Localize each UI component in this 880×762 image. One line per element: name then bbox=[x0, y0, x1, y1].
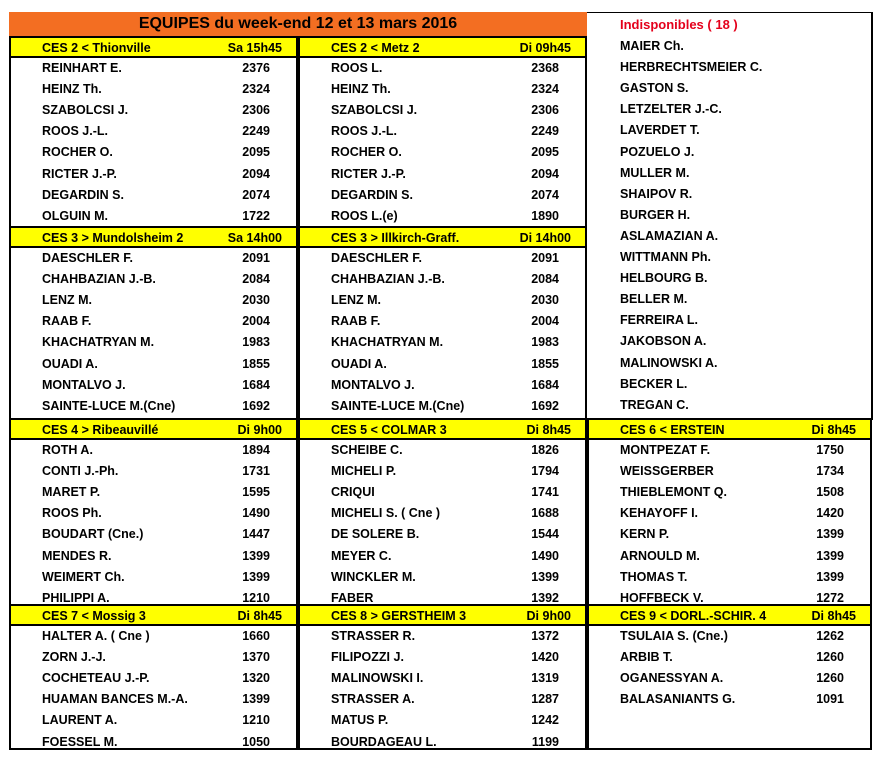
player-rating: 1688 bbox=[531, 506, 559, 521]
right-border bbox=[871, 12, 873, 420]
match-time: Di 8h45 bbox=[811, 609, 856, 623]
player-name: ROOS Ph. bbox=[42, 506, 102, 521]
team-header bbox=[11, 606, 296, 626]
player-name: OLGUIN M. bbox=[42, 208, 108, 223]
player-rating: 2306 bbox=[531, 103, 559, 118]
player-rating: 1741 bbox=[531, 485, 559, 500]
match-time: Di 9h00 bbox=[237, 423, 282, 437]
player-rating: 1260 bbox=[816, 671, 844, 686]
player-rating: 1287 bbox=[531, 692, 559, 707]
player-row bbox=[589, 689, 870, 710]
player-rating: 2094 bbox=[242, 166, 270, 181]
player-row bbox=[300, 396, 585, 417]
player-name: ARNOULD M. bbox=[620, 548, 700, 563]
player-name: ROCHER O. bbox=[42, 145, 113, 160]
player-name: COCHETEAU J.-P. bbox=[42, 671, 150, 686]
player-name: OUADI A. bbox=[42, 356, 98, 371]
team-block bbox=[587, 604, 872, 750]
player-row bbox=[11, 440, 296, 461]
player-row bbox=[300, 710, 585, 731]
player-row bbox=[300, 142, 585, 163]
player-row bbox=[300, 647, 585, 668]
player-rating: 1320 bbox=[242, 671, 270, 686]
player-rating: 1260 bbox=[816, 650, 844, 665]
team-header bbox=[11, 38, 296, 58]
player-rating: 1210 bbox=[242, 713, 270, 728]
player-row bbox=[11, 185, 296, 206]
player-rating: 2368 bbox=[531, 61, 559, 75]
player-row bbox=[11, 732, 296, 753]
unavailable-player: TREGAN C. bbox=[620, 397, 689, 412]
player-rating: 2030 bbox=[242, 293, 270, 308]
player-row bbox=[300, 354, 585, 375]
player-row bbox=[300, 269, 585, 290]
match-time: Di 8h45 bbox=[237, 609, 282, 623]
player-row bbox=[11, 668, 296, 689]
player-row bbox=[11, 100, 296, 121]
player-name: MENDES R. bbox=[42, 548, 112, 563]
player-name: WINCKLER M. bbox=[331, 569, 416, 584]
player-rating: 1894 bbox=[242, 443, 270, 457]
player-name: STRASSER A. bbox=[331, 692, 415, 707]
team-header bbox=[589, 606, 870, 626]
player-rating: 1722 bbox=[242, 208, 270, 223]
player-rating: 1399 bbox=[816, 548, 844, 563]
player-name: THIEBLEMONT Q. bbox=[620, 485, 727, 500]
player-rating: 1692 bbox=[531, 398, 559, 413]
player-rating: 2084 bbox=[531, 272, 559, 287]
player-row bbox=[300, 689, 585, 710]
player-name: FABER bbox=[331, 590, 374, 605]
team-block bbox=[9, 36, 298, 228]
team-header bbox=[589, 420, 870, 440]
player-row bbox=[11, 58, 296, 79]
team-name: CES 6 < ERSTEIN bbox=[620, 423, 725, 437]
player-rating: 2376 bbox=[242, 61, 270, 75]
player-rating: 1199 bbox=[531, 734, 559, 749]
team-name: CES 2 < Metz 2 bbox=[331, 41, 420, 55]
player-row bbox=[11, 396, 296, 417]
player-name: THOMAS T. bbox=[620, 569, 688, 584]
player-row bbox=[589, 567, 870, 588]
player-name: ROCHER O. bbox=[331, 145, 402, 160]
match-time: Di 8h45 bbox=[811, 423, 856, 437]
unavailable-player: SHAIPOV R. bbox=[620, 186, 693, 201]
player-rating: 1660 bbox=[242, 629, 270, 643]
player-rating: 1242 bbox=[531, 713, 559, 728]
player-row bbox=[589, 524, 870, 545]
player-row bbox=[300, 461, 585, 482]
player-row bbox=[300, 668, 585, 689]
unavailable-player: BECKER L. bbox=[620, 376, 688, 391]
unavailable-player: LETZELTER J.-C. bbox=[620, 102, 722, 117]
team-name: CES 5 < COLMAR 3 bbox=[331, 423, 447, 437]
unavailable-player: MAIER Ch. bbox=[620, 39, 684, 53]
unavailable-player: BELLER M. bbox=[620, 292, 688, 307]
player-name: ZORN J.-J. bbox=[42, 650, 106, 665]
player-name: LENZ M. bbox=[331, 293, 381, 308]
player-row bbox=[300, 626, 585, 647]
player-name: FOESSEL M. bbox=[42, 734, 118, 749]
player-name: HEINZ Th. bbox=[331, 82, 391, 97]
player-rating: 1855 bbox=[242, 356, 270, 371]
player-name: HUAMAN BANCES M.-A. bbox=[42, 692, 188, 707]
unavailable-player: GASTON S. bbox=[620, 81, 689, 96]
player-row bbox=[300, 482, 585, 503]
match-time: Sa 15h45 bbox=[227, 41, 282, 55]
player-name: MEYER C. bbox=[331, 548, 392, 563]
player-rating: 1420 bbox=[816, 506, 844, 521]
player-rating: 1399 bbox=[242, 548, 270, 563]
player-row bbox=[300, 546, 585, 567]
player-row bbox=[589, 482, 870, 503]
player-rating: 2094 bbox=[531, 166, 559, 181]
player-row bbox=[11, 524, 296, 545]
player-name: DEGARDIN S. bbox=[331, 187, 413, 202]
player-name: OGANESSYAN A. bbox=[620, 671, 724, 686]
player-rating: 1372 bbox=[531, 629, 559, 643]
player-row bbox=[11, 482, 296, 503]
unavailable-player: HERBRECHTSMEIER C. bbox=[620, 60, 763, 75]
player-row bbox=[589, 461, 870, 482]
player-name: MARET P. bbox=[42, 485, 101, 500]
player-rating: 2095 bbox=[242, 145, 270, 160]
unavailable-title: Indisponibles ( 18 ) bbox=[620, 17, 738, 32]
player-rating: 1447 bbox=[242, 527, 270, 542]
match-time: Sa 14h00 bbox=[227, 231, 282, 245]
match-time: Di 8h45 bbox=[526, 423, 571, 437]
player-rating: 1983 bbox=[531, 335, 559, 350]
player-row bbox=[589, 440, 870, 461]
player-row bbox=[11, 121, 296, 142]
player-name: MONTALVO J. bbox=[331, 377, 415, 392]
player-name: KHACHATRYAN M. bbox=[331, 335, 444, 350]
player-name: SAINTE-LUCE M.(Cne) bbox=[42, 398, 176, 413]
team-name: CES 8 > GERSTHEIM 3 bbox=[331, 609, 467, 623]
player-name: RICTER J.-P. bbox=[331, 166, 406, 181]
player-rating: 1684 bbox=[242, 377, 270, 392]
player-name: FILIPOZZI J. bbox=[331, 650, 404, 665]
player-name: LAURENT A. bbox=[42, 713, 118, 728]
player-name: CHAHBAZIAN J.-B. bbox=[331, 272, 445, 287]
player-name: LENZ M. bbox=[42, 293, 92, 308]
team-block bbox=[9, 226, 298, 420]
player-name: KHACHATRYAN M. bbox=[42, 335, 155, 350]
team-name: CES 7 < Mossig 3 bbox=[42, 609, 146, 623]
team-header bbox=[300, 420, 585, 440]
player-row bbox=[11, 710, 296, 731]
player-row bbox=[300, 332, 585, 353]
player-name: WEIMERT Ch. bbox=[42, 569, 125, 584]
player-rating: 1420 bbox=[531, 650, 559, 665]
player-name: ROTH A. bbox=[42, 443, 93, 457]
player-row bbox=[589, 647, 870, 668]
player-row bbox=[300, 121, 585, 142]
unavailable-player: WITTMANN Ph. bbox=[620, 250, 711, 264]
player-row bbox=[11, 503, 296, 524]
player-row bbox=[300, 100, 585, 121]
player-name: MATUS P. bbox=[331, 713, 389, 728]
player-name: CHAHBAZIAN J.-B. bbox=[42, 272, 156, 287]
player-name: SAINTE-LUCE M.(Cne) bbox=[331, 398, 465, 413]
match-time: Di 14h00 bbox=[519, 231, 571, 245]
player-rating: 1508 bbox=[816, 485, 844, 500]
team-block bbox=[298, 226, 587, 420]
player-rating: 2091 bbox=[242, 251, 270, 265]
player-rating: 2074 bbox=[242, 187, 270, 202]
player-name: SZABOLCSI J. bbox=[331, 103, 418, 118]
unavailable-player: MALINOWSKI A. bbox=[620, 355, 718, 370]
player-row bbox=[300, 185, 585, 206]
player-row bbox=[11, 164, 296, 185]
unavailable-player: FERREIRA L. bbox=[620, 313, 699, 328]
unavailable-player: JAKOBSON A. bbox=[620, 334, 707, 349]
player-row bbox=[11, 142, 296, 163]
player-row bbox=[589, 503, 870, 524]
player-name: OUADI A. bbox=[331, 356, 387, 371]
player-row bbox=[11, 290, 296, 311]
team-header bbox=[11, 420, 296, 440]
player-row bbox=[300, 375, 585, 396]
player-row bbox=[11, 689, 296, 710]
player-rating: 1855 bbox=[531, 356, 559, 371]
player-name: ROOS J.-L. bbox=[42, 124, 108, 139]
player-rating: 2091 bbox=[531, 251, 559, 265]
player-row bbox=[11, 647, 296, 668]
player-name: MICHELI P. bbox=[331, 464, 397, 479]
player-rating: 1392 bbox=[531, 590, 559, 605]
player-row bbox=[11, 626, 296, 647]
player-row bbox=[11, 375, 296, 396]
player-rating: 1595 bbox=[242, 485, 270, 500]
player-rating: 1272 bbox=[816, 590, 844, 605]
player-row bbox=[300, 311, 585, 332]
player-name: RICTER J.-P. bbox=[42, 166, 117, 181]
player-name: PHILIPPI A. bbox=[42, 590, 110, 605]
player-row bbox=[589, 546, 870, 567]
player-rating: 1734 bbox=[816, 464, 844, 479]
player-rating: 1399 bbox=[816, 527, 844, 542]
team-block bbox=[587, 418, 872, 606]
page-title: EQUIPES du week-end 12 et 13 mars 2016 bbox=[9, 12, 587, 36]
player-name: SZABOLCSI J. bbox=[42, 103, 129, 118]
player-name: HEINZ Th. bbox=[42, 82, 102, 97]
team-block bbox=[298, 418, 587, 606]
player-row bbox=[300, 58, 585, 79]
player-name: HOFFBECK V. bbox=[620, 590, 704, 605]
player-rating: 1684 bbox=[531, 377, 559, 392]
unavailable-player: LAVERDET T. bbox=[620, 123, 700, 138]
player-rating: 2074 bbox=[531, 187, 559, 202]
match-time: Di 09h45 bbox=[519, 41, 571, 55]
team-block bbox=[9, 604, 298, 750]
team-header bbox=[300, 38, 585, 58]
player-name: DAESCHLER F. bbox=[42, 251, 133, 265]
player-rating: 1692 bbox=[242, 398, 270, 413]
player-name: ARBIB T. bbox=[620, 650, 673, 665]
player-rating: 1319 bbox=[531, 671, 559, 686]
player-name: DAESCHLER F. bbox=[331, 251, 422, 265]
player-row bbox=[11, 354, 296, 375]
player-row bbox=[11, 79, 296, 100]
team-header bbox=[300, 228, 585, 248]
player-rating: 2030 bbox=[531, 293, 559, 308]
player-rating: 1399 bbox=[242, 569, 270, 584]
unavailable-player: ASLAMAZIAN A. bbox=[620, 228, 719, 243]
player-name: ROOS L. bbox=[331, 61, 383, 75]
team-name: CES 4 > Ribeauvillé bbox=[42, 423, 159, 437]
player-rating: 1399 bbox=[531, 569, 559, 584]
player-name: RAAB F. bbox=[331, 314, 381, 329]
player-name: WEISSGERBER bbox=[620, 464, 714, 479]
player-name: ROOS J.-L. bbox=[331, 124, 397, 139]
team-name: CES 9 < DORL.-SCHIR. 4 bbox=[620, 609, 767, 623]
player-row bbox=[300, 732, 585, 753]
player-name: TSULAIA S. (Cne.) bbox=[620, 629, 728, 643]
player-row bbox=[589, 668, 870, 689]
player-name: MONTPEZAT F. bbox=[620, 443, 711, 457]
player-row bbox=[11, 248, 296, 269]
player-row bbox=[300, 440, 585, 461]
player-name: BALASANIANTS G. bbox=[620, 692, 736, 707]
player-name: SCHEIBE C. bbox=[331, 443, 403, 457]
player-rating: 1731 bbox=[242, 464, 270, 479]
player-rating: 2249 bbox=[242, 124, 270, 139]
player-rating: 1826 bbox=[531, 443, 559, 457]
unavailable-player: POZUELO J. bbox=[620, 144, 695, 159]
unavailable-player: HELBOURG B. bbox=[620, 271, 708, 286]
player-rating: 1091 bbox=[816, 692, 844, 707]
player-rating: 2324 bbox=[531, 82, 559, 97]
player-rating: 1750 bbox=[816, 443, 844, 457]
team-header bbox=[300, 606, 585, 626]
player-row bbox=[300, 79, 585, 100]
player-name: KEHAYOFF I. bbox=[620, 506, 699, 521]
unavailable-player: MULLER M. bbox=[620, 165, 690, 180]
player-name: BOUDART (Cne.) bbox=[42, 527, 144, 542]
team-block bbox=[298, 604, 587, 750]
player-row bbox=[300, 567, 585, 588]
player-name: MALINOWSKI I. bbox=[331, 671, 424, 686]
team-block bbox=[9, 418, 298, 606]
team-name: CES 3 > Mundolsheim 2 bbox=[42, 231, 184, 245]
player-row bbox=[589, 626, 870, 647]
player-row bbox=[11, 311, 296, 332]
player-rating: 1262 bbox=[816, 629, 844, 643]
player-rating: 1399 bbox=[816, 569, 844, 584]
player-name: DE SOLERE B. bbox=[331, 527, 420, 542]
player-rating: 1983 bbox=[242, 335, 270, 350]
player-rating: 2306 bbox=[242, 103, 270, 118]
player-row bbox=[300, 290, 585, 311]
player-rating: 2084 bbox=[242, 272, 270, 287]
player-rating: 1890 bbox=[531, 208, 559, 223]
team-name: CES 2 < Thionville bbox=[42, 41, 151, 55]
player-row bbox=[11, 461, 296, 482]
player-row bbox=[300, 206, 585, 227]
player-name: BOURDAGEAU L. bbox=[331, 734, 437, 749]
unavailable-player: BURGER H. bbox=[620, 207, 691, 222]
player-rating: 1210 bbox=[242, 590, 270, 605]
player-name: ROOS L.(e) bbox=[331, 208, 398, 223]
player-rating: 1490 bbox=[531, 548, 559, 563]
player-rating: 2095 bbox=[531, 145, 559, 160]
player-row bbox=[11, 269, 296, 290]
player-rating: 2004 bbox=[242, 314, 270, 329]
player-row bbox=[300, 524, 585, 545]
player-rating: 1794 bbox=[531, 464, 559, 479]
player-rating: 1490 bbox=[242, 506, 270, 521]
header-divider bbox=[587, 12, 872, 13]
player-row bbox=[11, 567, 296, 588]
player-row bbox=[11, 332, 296, 353]
player-name: RAAB F. bbox=[42, 314, 92, 329]
player-rating: 2004 bbox=[531, 314, 559, 329]
team-header bbox=[11, 228, 296, 248]
match-time: Di 9h00 bbox=[526, 609, 571, 623]
player-rating: 1370 bbox=[242, 650, 270, 665]
player-row bbox=[300, 164, 585, 185]
player-name: DEGARDIN S. bbox=[42, 187, 124, 202]
team-name: CES 3 > Illkirch-Graff. bbox=[331, 231, 460, 245]
player-rating: 1050 bbox=[242, 734, 270, 749]
player-row bbox=[11, 206, 296, 227]
player-name: HALTER A. ( Cne ) bbox=[42, 629, 150, 643]
player-name: MONTALVO J. bbox=[42, 377, 126, 392]
player-name: MICHELI S. ( Cne ) bbox=[331, 506, 441, 521]
player-row bbox=[300, 248, 585, 269]
player-row bbox=[300, 503, 585, 524]
team-block bbox=[298, 36, 587, 228]
player-rating: 2249 bbox=[531, 124, 559, 139]
player-name: REINHART E. bbox=[42, 61, 122, 75]
player-name: CRIQUI bbox=[331, 485, 375, 500]
player-rating: 2324 bbox=[242, 82, 270, 97]
player-name: KERN P. bbox=[620, 527, 670, 542]
player-rating: 1544 bbox=[531, 527, 559, 542]
player-rating: 1399 bbox=[242, 692, 270, 707]
player-name: CONTI J.-Ph. bbox=[42, 464, 119, 479]
player-row bbox=[11, 546, 296, 567]
player-name: STRASSER R. bbox=[331, 629, 416, 643]
